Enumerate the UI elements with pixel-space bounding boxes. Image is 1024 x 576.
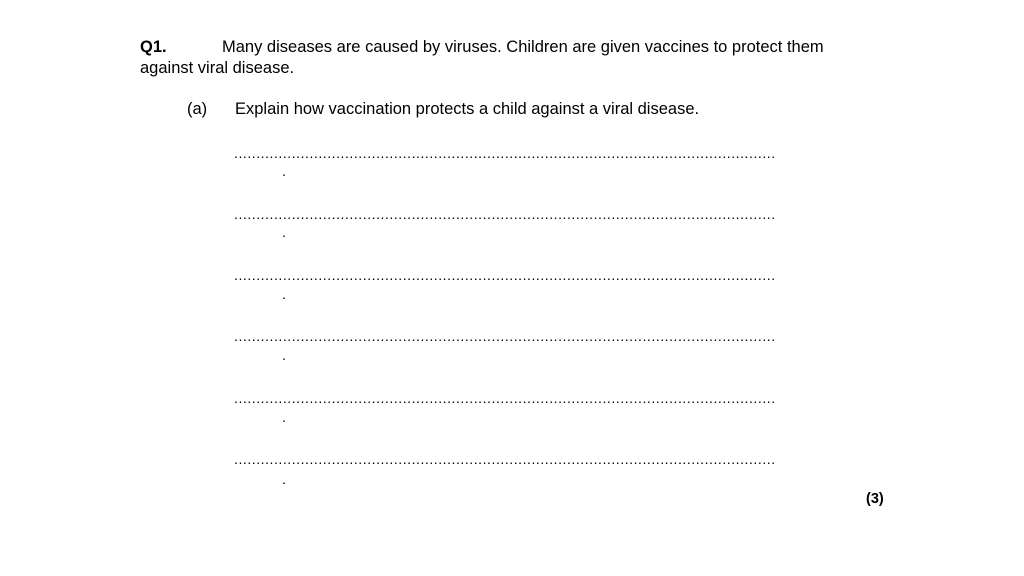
answer-line-2-tail: . <box>282 224 286 240</box>
question-number: Q1. <box>140 38 167 56</box>
marks-indicator: (3) <box>866 491 884 507</box>
part-a-prompt: Explain how vaccination protects a child against a viral disease. <box>235 100 700 118</box>
part-a-label: (a) <box>187 100 208 118</box>
question-text-line-1: Many diseases are caused by viruses. Children are given vaccines to protect them <box>222 38 824 56</box>
question-text-line-2: against viral disease. <box>140 59 295 77</box>
answer-line-2[interactable]: .......................................................................................................................... <box>234 206 776 222</box>
answer-line-6[interactable]: .......................................................................................................................... <box>234 451 776 467</box>
answer-line-4-tail: . <box>282 347 286 363</box>
answer-line-5[interactable]: .......................................................................................................................... <box>234 390 776 406</box>
answer-line-3-tail: . <box>282 286 286 302</box>
answer-line-4[interactable]: .......................................................................................................................... <box>234 328 776 344</box>
answer-line-6-tail: . <box>282 471 286 487</box>
answer-line-5-tail: . <box>282 409 286 425</box>
answer-line-1[interactable]: .......................................................................................................................... <box>234 145 776 161</box>
answer-line-3[interactable]: .......................................................................................................................... <box>234 267 776 283</box>
answer-line-1-tail: . <box>282 163 286 179</box>
